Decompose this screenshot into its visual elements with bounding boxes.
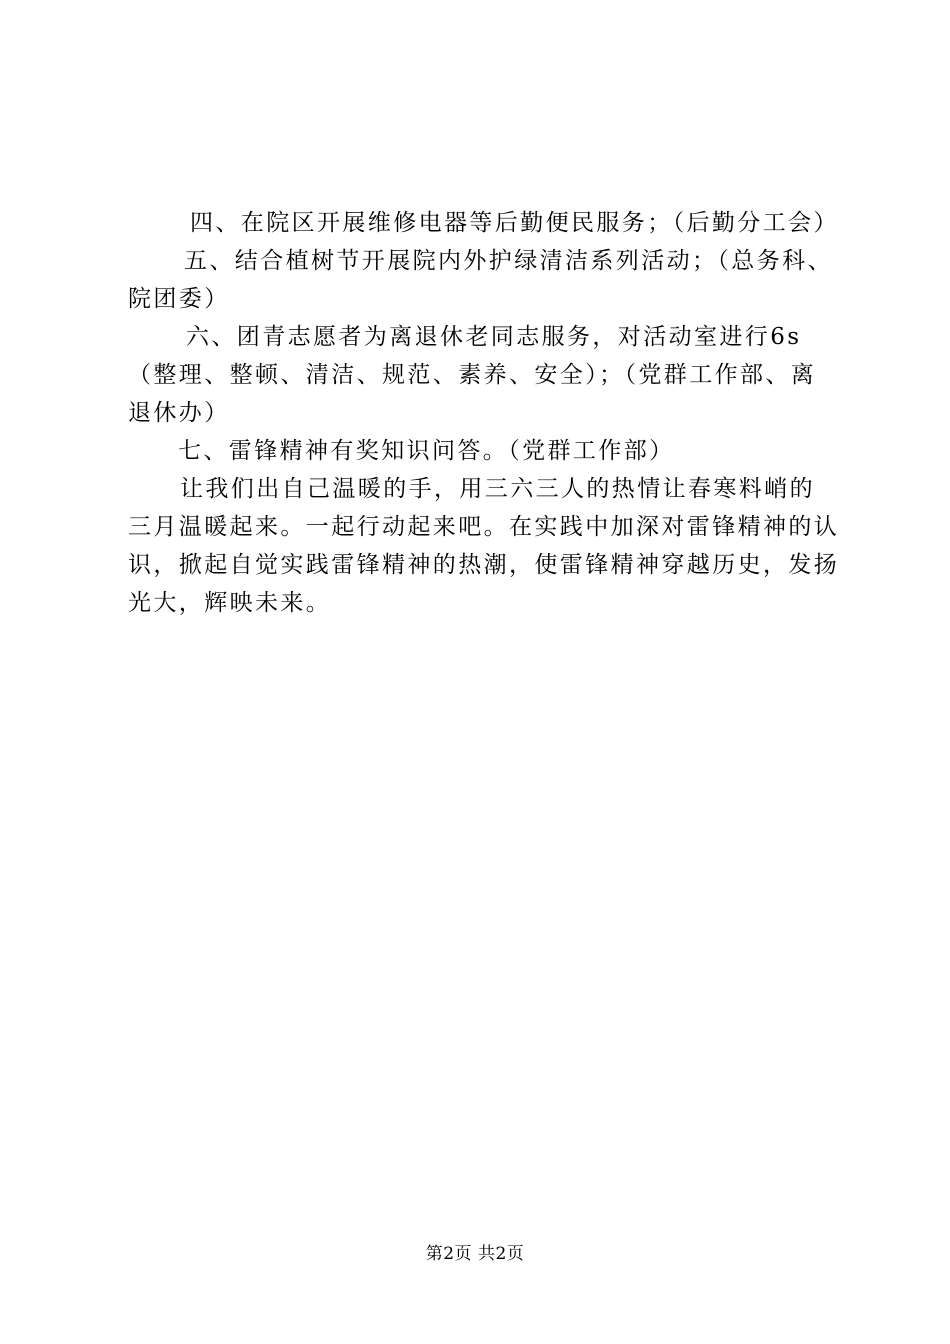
document-body xyxy=(128,204,840,622)
paragraph-item-4: 四、在院区开展维修电器等后勤便民服务；（后勤分工会） xyxy=(190,210,839,236)
page-number-footer: 第2页 共2页 xyxy=(425,1244,525,1264)
paragraph-item-5: 五、结合植树节开展院内外护绿清洁系列活动；（总务科、院团委） xyxy=(128,248,833,312)
paragraph-item-6: 六、团青志愿者为离退休老同志服务，对活动室进行6s（整理、整顿、清洁、规范、素养、安全）；（党群工作部、离退休办） xyxy=(128,324,817,426)
closing-paragraph: 让我们出自己温暖的手，用三六三人的热情让春寒料峭的三月温暖起来。一起行动起来吧。在实践中加深对雷锋精神的认识，掀起自觉实践雷锋精神的热潮，使雷锋精神穿越历史，发扬光大，辉映未来。 xyxy=(128,476,840,616)
paragraph-item-7: 七、雷锋精神有奖知识问答。（党群工作部） xyxy=(178,438,675,464)
